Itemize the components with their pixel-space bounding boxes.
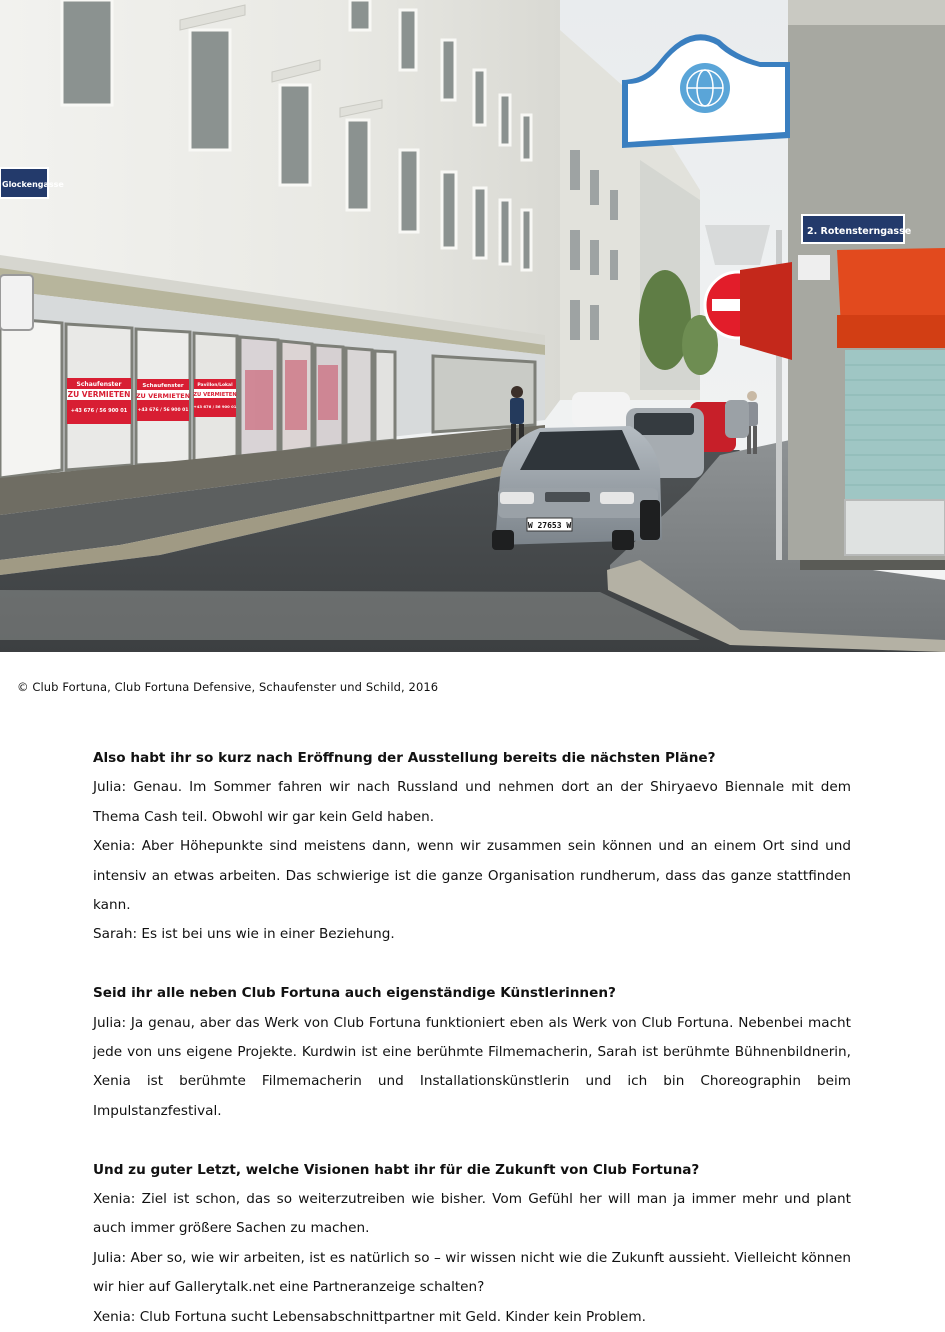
- parked-car-grey: [725, 400, 749, 438]
- interview-question: Seid ihr alle neben Club Fortuna auch eigenständige Künstlerinnen?: [93, 985, 616, 1002]
- parked-car-white: [572, 392, 630, 427]
- svg-text:Schaufenster: Schaufenster: [142, 383, 184, 389]
- rental-sign-3: [193, 379, 236, 417]
- street-sign-right: [802, 215, 911, 243]
- svg-text:+43 676 / 56 900 01: +43 676 / 56 900 01: [70, 408, 128, 414]
- interview-block: [93, 1156, 851, 1332]
- rental-sign-2: [136, 379, 190, 421]
- photo-caption: © Club Fortuna, Club Fortuna Defensive, Schaufenster und Schild, 2016: [17, 680, 439, 694]
- interview-question: Also habt ihr so kurz nach Eröffnung der Ausstellung bereits die nächsten Pläne?: [93, 750, 716, 766]
- interview-text: [93, 744, 851, 1332]
- interview-block: [93, 979, 851, 1126]
- rental-sign-1: [67, 378, 131, 424]
- svg-text:ZU VERMIETEN: ZU VERMIETEN: [67, 390, 131, 399]
- street-photo-illustration: [0, 0, 945, 652]
- interview-answer: Julia: Ja genau, aber das Werk von Club Fortuna funktioniert eben als Werk von Club Fortuna. Nebenbei macht jede von uns eigene Projekte. Kurdwin ist eine berühmte Filmemacherin, Sarah ist berühmte Bühnenbildnerin, Xenia ist berühmte Filmemacherin und Installationskünstlerin und ich bin Choreographin beim Impulstanzfestival.: [93, 1014, 851, 1119]
- street-sign-left-text: Glockengasse: [2, 180, 64, 189]
- svg-text:Pavillon/Lokal: Pavillon/Lokal: [197, 383, 233, 388]
- street-sign-right-text: 2. Rotensterngasse: [807, 226, 912, 237]
- red-awning: [837, 248, 945, 348]
- parked-car-front: [492, 426, 662, 550]
- interview-answer: Xenia: Aber Höhepunkte sind meistens dann, wenn wir zusammen sein können und an einem Ort sind und intensiv an etwas arbeiten. Das schwierige ist die ganze Organisation rundherum, dass das ganze stattfinden kann.: [93, 838, 851, 914]
- wall-box: [798, 255, 830, 280]
- interview-answer: Xenia: Ziel ist schon, das so weiterzutreiben wie bisher. Vom Gefühl her will man ja immer mehr und plant auch immer größere Sachen zu machen.: [93, 1191, 851, 1237]
- license-plate: W 27653 W: [527, 521, 572, 530]
- svg-text:+43 676 / 56 900 01: +43 676 / 56 900 01: [137, 408, 189, 413]
- shop-bracket-sign: [0, 275, 33, 330]
- svg-text:ZU VERMIETEN: ZU VERMIETEN: [135, 392, 191, 400]
- svg-text:Schaufenster: Schaufenster: [76, 381, 122, 388]
- paragraph-gap: [93, 1126, 851, 1155]
- red-awning-side: [740, 262, 792, 360]
- interview-question: Und zu guter Letzt, welche Visionen habt ihr für die Zukunft von Club Fortuna?: [93, 1161, 700, 1178]
- paragraph-gap: [93, 950, 851, 979]
- interview-answer: Julia: Genau. Im Sommer fahren wir nach Russland und nehmen dort an der Shiryaevo Biennale mit dem Thema Cash teil. Obwohl wir gar kein Geld haben.: [93, 779, 851, 825]
- interview-answer: Sarah: Es ist bei uns wie in einer Beziehung.: [93, 926, 395, 943]
- svg-text:+43 676 / 56 900 01: +43 676 / 56 900 01: [193, 404, 237, 409]
- street-photo: [0, 0, 945, 652]
- sign-back-octagon: [705, 225, 770, 265]
- svg-text:ZU VERMIETEN: ZU VERMIETEN: [193, 392, 237, 398]
- interview-answer: Julia: Aber so, wie wir arbeiten, ist es natürlich so – wir wissen nicht wie die Zukunft aussieht. Vielleicht können wir hier auf Gallerytalk.net eine Partneranzeige schalten?: [93, 1249, 851, 1296]
- interview-block: [93, 744, 851, 950]
- interview-answer: Xenia: Club Fortuna sucht Lebensabschnittpartner mit Geld. Kinder kein Problem.: [93, 1308, 646, 1325]
